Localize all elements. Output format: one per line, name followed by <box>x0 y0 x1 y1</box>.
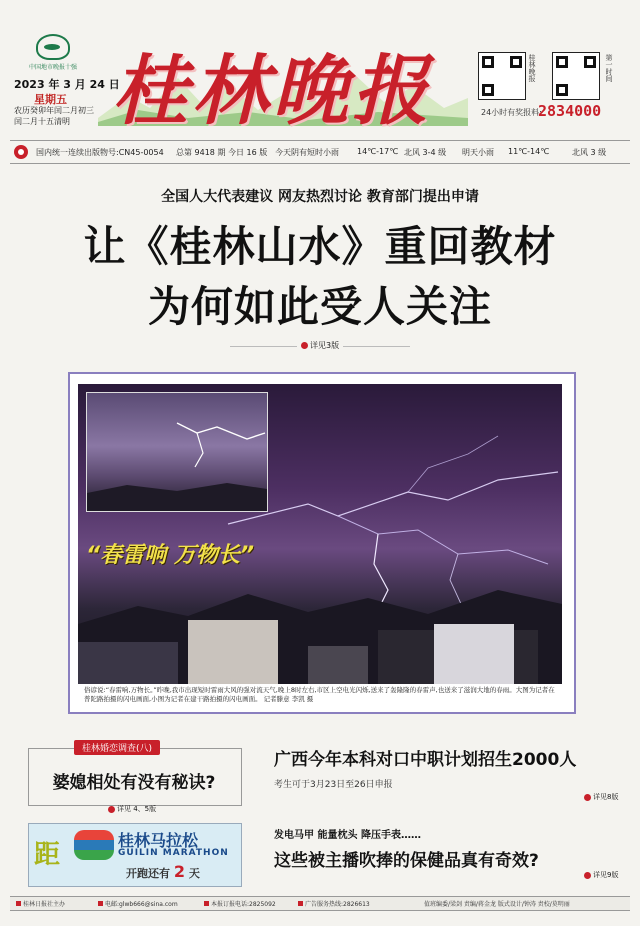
footer-subscription <box>204 899 276 908</box>
weather-tomorrow: 明天小雨 <box>462 148 494 157</box>
ad-countdown <box>126 862 200 881</box>
qr-code-icon[interactable] <box>552 52 600 100</box>
emblem-caption: 中国地市晚报十强 <box>28 64 77 71</box>
ad-name-en: GUILIN MARATHON <box>118 848 229 858</box>
newspaper-title: 桂林晚报 <box>112 46 432 135</box>
footer-bullet-icon <box>298 901 303 906</box>
lunar-date: 农历癸卯年闰二月初三 <box>14 106 94 115</box>
wind-today: 北风 3-4 级 <box>404 148 447 157</box>
lightning-inset-scene <box>87 393 267 511</box>
lead-headline-line2[interactable]: 为何如此受人关注 <box>147 282 492 331</box>
lead-headline-line1[interactable]: 让《桂林山水》重回教材 <box>83 222 557 271</box>
publication-number: 国内统一连续出版物号:CN45-0054 <box>36 148 164 157</box>
footer-email-text: 电邮:glwb666@sina.com <box>105 901 178 908</box>
weather-today: 今天阴有短时小雨 <box>275 148 339 157</box>
qr-label: 桂林晚报 <box>528 54 536 82</box>
info-bullet-icon <box>14 145 28 159</box>
right-story-1-see-page-label: 详见8版 <box>593 793 619 801</box>
hotline-number[interactable]: 2834000 <box>538 102 602 120</box>
footer-email[interactable] <box>98 899 178 908</box>
photo-caption-text: 俗谚说:“春雷响,万物长。”昨晚,我市出现短时雷雨大风的强对流天气,晚上8时左右,市区上空电光闪烁,送来了轰隆隆的春雷声,也送来了滋润大地的春雨。大图为记者在普陀路拍摄的闪电画面,小图为记者在建干路拍摄的闪电画面。 <box>84 686 555 703</box>
marathon-logo-icon <box>74 830 114 860</box>
lead-see-page-label: 详见3版 <box>310 341 340 350</box>
issue-date: 2023 年 3 月 24 日 <box>14 78 120 91</box>
right-story-1-see-page[interactable] <box>584 792 618 802</box>
right-story-2-see-page[interactable] <box>584 870 618 880</box>
footer-editors-text: 值班编委/梁剑 责编/蒋金龙 版式设计/钟涛 责校/莫明丽 <box>424 901 570 908</box>
red-dot-icon <box>108 806 115 813</box>
temp-tomorrow: 11℃-14℃ <box>508 147 550 156</box>
footer-subscription-text: 本报订报电话:2825092 <box>211 901 276 908</box>
ad-countdown-prefix: 开跑还有 <box>126 867 170 880</box>
wind-tomorrow: 北风 3 级 <box>572 148 607 157</box>
ad-countdown-suffix: 天 <box>188 867 200 880</box>
right-story-2-kicker: 发电马甲 能量枕头 降压手表…… <box>274 830 421 841</box>
qr-code-icon[interactable] <box>478 52 526 100</box>
footer-publisher-text: 桂林日报社主办 <box>23 901 66 908</box>
footer-bullet-icon <box>98 901 103 906</box>
footer-publisher <box>16 899 65 908</box>
lightning-inset-photo <box>86 392 268 512</box>
lead-see-page[interactable] <box>297 340 343 351</box>
right-story-2-headline[interactable]: 这些被主播吹捧的保健品真有奇效? <box>274 851 539 871</box>
footer-ad-hotline <box>298 899 370 908</box>
footer-editors <box>424 899 570 908</box>
ad-countdown-char: 距 <box>34 840 61 870</box>
red-dot-icon <box>301 342 308 349</box>
issue-weekday: 星期五 <box>34 93 67 106</box>
newspaper-emblem-icon <box>36 34 70 60</box>
qr-label: 第一时间 <box>605 54 613 82</box>
left-see-page-label: 详见 4、5版 <box>117 805 157 813</box>
issue-number: 总第 9418 期 今日 16 版 <box>176 148 268 157</box>
ad-name: 桂林马拉松 <box>118 831 199 850</box>
ad-countdown-days: 2 <box>173 862 185 881</box>
lead-kicker: 全国人大代表建议 网友热烈讨论 教育部门提出申请 <box>161 189 479 205</box>
hotline-label: 24小时有奖报料: <box>481 108 542 117</box>
temp-today: 14℃-17℃ <box>357 147 399 156</box>
footer-bullet-icon <box>204 901 209 906</box>
photo-caption <box>84 686 556 704</box>
footer-ad-hotline-text: 广告服务热线:2826613 <box>305 901 370 908</box>
left-story-headline[interactable]: 婆媳相处有没有秘诀? <box>52 773 216 793</box>
left-see-page[interactable] <box>108 804 156 814</box>
footer-bullet-icon <box>16 901 21 906</box>
photo-credit: 记者滕意 李凯 摄 <box>263 695 314 703</box>
photo-overlay-title: “春雷响 万物长” <box>86 543 254 568</box>
series-tag: 桂林婚恋调查(八) <box>74 740 160 755</box>
right-story-1-subhead: 考生可于3月23日至26日申报 <box>274 780 393 790</box>
red-dot-icon <box>584 794 591 801</box>
solar-term: 闰二月十五清明 <box>14 117 70 126</box>
right-story-2-see-page-label: 详见9版 <box>593 871 619 879</box>
red-dot-icon <box>584 872 591 879</box>
right-story-1-headline[interactable]: 广西今年本科对口中职计划招生2000人 <box>274 750 577 770</box>
